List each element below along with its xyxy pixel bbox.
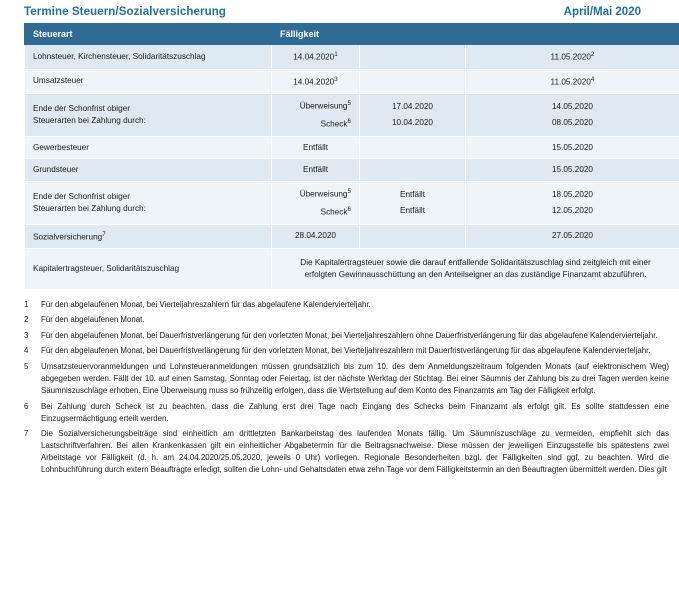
row-spacer	[360, 136, 466, 159]
row-values-mai	[466, 94, 679, 136]
row-label: Umsatzsteuer	[25, 69, 272, 94]
column-header-faelligkeit: Fälligkeit	[272, 24, 679, 45]
footnote-text: Umsatzsteuervoranmeldungen und Lohnsteueranmeldungen müssen grundsätzlich bis zum 10. des dem Anmeldungszeitraum folgenden Monats (auf elektronischem Weg) abgegeben werden. Fällt der 10. auf einen Samstag, Sonntag oder Feiertag, ist der nächste Werktag der Stichtag. Bei einer Säumnis der Zahlung bis zu drei Tagen werden keine Säumniszuschläge erhoben. Eine Überweisung muss so frühzeitig erfolgen, dass die Wertstellung auf dem Konto des Finanzamts am Tag der Fälligkeit erfolgt.	[41, 362, 669, 396]
row-value-april: 28.04.2020	[272, 224, 360, 249]
footnote-marker: 6	[347, 117, 351, 125]
footnote-number: 5	[24, 362, 29, 371]
table-row	[25, 69, 679, 94]
row-payment-method-cell	[272, 94, 360, 136]
row-label: Sozialversicherung$^7$	[25, 224, 272, 249]
row-value-mai: 15.05.2020	[466, 136, 679, 159]
row-value-april: Entfällt	[272, 136, 360, 159]
payment-method-scheck: Scheck$^6$	[320, 205, 351, 217]
row-label: Grundsteuer	[25, 159, 272, 182]
footnote-number: 1	[24, 299, 29, 309]
table-row	[25, 224, 679, 249]
row-payment-method-cell	[272, 182, 360, 224]
footnote-marker: 3	[334, 75, 338, 83]
row-label: Lohnsteuer, Kirchensteuer, Solidaritätszuschlag	[25, 45, 272, 70]
row-label-schonfrist	[25, 94, 272, 136]
row-spacer	[360, 224, 466, 249]
footnote-text: Bei Zahlung durch Scheck ist zu beachten, dass die Zahlung erst drei Tage nach Eingang des Schecks beim Finanzamt als erfolgt gilt. Es sollte stattdessen eine Einzugsermächtigung erteilt werden.	[41, 401, 669, 423]
footnote-text: Für den abgelaufenen Monat.	[41, 315, 145, 325]
row-spacer	[360, 45, 466, 70]
footnote-number: 7	[24, 429, 29, 439]
row-note: Die Kapitalertragsteuer sowie die darauf entfallende Solidaritätszuschlag sind zeitgleich mit einer erfolgten Gewinnausschüttung an den Anteilseigner an das zuständige Finanzamt abzuführen.	[272, 249, 679, 290]
payment-method-ueberweisung: Überweisung$^5$	[299, 100, 351, 111]
column-header-steuerart: Steuerart	[25, 24, 272, 45]
row-value-mai-ueberweisung: 18.05.2020	[552, 190, 593, 200]
row-label-line2: Steuerarten bei Zahlung durch:	[33, 115, 146, 125]
row-value-april-scheck: Entfällt	[399, 205, 426, 215]
row-value-april-scheck: 10.04.2020	[392, 117, 433, 127]
row-value-mai-scheck: 08.05.2020	[552, 117, 593, 127]
table-row	[25, 45, 679, 70]
row-spacer	[360, 159, 466, 182]
period-label: April/Mai 2020	[563, 6, 641, 18]
row-values-april	[360, 94, 466, 136]
footnote-item	[24, 401, 679, 425]
footnote-number: 2	[24, 315, 29, 325]
footnote-marker: 5	[347, 100, 351, 108]
footnote-text: Für den abgelaufenen Monat, bei Dauerfristverlängerung für den vorletzten Monat, bei Vierteljahreszahlern mit Dauerfristverlängerung für das abgelaufene Kalendervierteljahr.	[41, 346, 651, 356]
row-values-april	[360, 182, 466, 224]
footnote-marker: 1	[334, 51, 338, 58]
footnote-item	[24, 330, 679, 342]
row-value-mai: 15.05.2020	[466, 159, 679, 182]
tax-deadlines-table	[24, 23, 679, 290]
row-value-mai-scheck: 12.05.2020	[552, 205, 593, 215]
row-label: Gewerbesteuer	[25, 136, 272, 159]
row-label-line1: Ende der Schonfrist obiger	[33, 103, 130, 113]
row-value-mai-ueberweisung: 14.05.2020	[552, 101, 593, 111]
footnote-text: Für den abgelaufenen Monat, bei Vierteljahreszahlern für das abgelaufene Kalendervierteljahr.	[41, 299, 371, 309]
footnote-number: 4	[24, 346, 29, 356]
footnote-text: Die Sozialversicherungsbeiträge sind einheitlich am drittletzten Bankarbeitstag des laufenden Monats fällig. Um Säumniszuschläge zu vermeiden, empfiehlt sich das Lastschriftverfahren. Bei allen Krankenkassen gilt ein einheitlicher Abgabetermin für die Beitragsnachweise. Diese müssen der jeweiligen Einzugsstelle bis spätestens zwei Arbeitstage vor Fälligkeit (d. h. am 24.04.2020/25.05.2020, jeweils 0 Uhr) vorliegen. Regionale Besonderheiten bzgl. der Fälligkeiten sind ggf. zu beachten. Wird die Lohnbuchführung durch extern Beauftragte erledigt, sollten die Lohn- und Gehaltsdaten etwa zehn Tage vor dem Fälligkeitstermin an den Beauftragten übermittelt werden. Dies gilt	[41, 429, 669, 475]
footnote-item	[24, 428, 679, 476]
row-spacer	[360, 69, 466, 94]
footnote-text: Für den abgelaufenen Monat, bei Dauerfristverlängerung für den vorletzten Monat, bei Vierteljahreszahlern ohne Dauerfristverlängerung für das abgelaufene Kalendervierteljahr.	[41, 330, 658, 340]
footnote-marker: 4	[590, 75, 595, 83]
row-label-line1: Ende der Schonfrist obiger	[33, 192, 130, 202]
row-value-april-ueberweisung: Entfällt	[399, 190, 426, 200]
footnote-number: 6	[24, 401, 29, 411]
footnotes-list	[24, 299, 679, 476]
footnote-number: 3	[24, 330, 29, 340]
footnote-item	[24, 361, 679, 397]
table-row	[25, 94, 679, 136]
footnote-marker: 6	[347, 205, 351, 213]
table-row	[25, 182, 679, 224]
footnote-marker: 7	[102, 230, 106, 238]
page-title: Termine Steuern/Sozialversicherung	[24, 6, 226, 18]
footnote-marker: 5	[347, 188, 351, 196]
row-values-mai	[466, 182, 679, 224]
row-label-line2: Steuerarten bei Zahlung durch:	[33, 203, 146, 213]
table-header-row	[25, 24, 679, 45]
row-value-mai: 27.05.2020	[466, 224, 679, 249]
row-value-april: Entfällt	[272, 159, 360, 182]
row-value-mai: 11.05.2020$^2$	[466, 45, 679, 70]
row-value-april: 14.04.2020$^3$	[272, 69, 360, 94]
payment-method-ueberweisung: Überweisung$^5$	[299, 188, 351, 200]
row-value-april: 14.04.2020$^1$	[272, 45, 360, 70]
footnote-item	[24, 314, 679, 326]
row-label-schonfrist	[25, 182, 272, 224]
table-row	[25, 136, 679, 159]
table-row	[25, 249, 679, 290]
row-value-mai: 11.05.2020$^4$	[466, 69, 679, 94]
footnote-marker: 2	[590, 51, 595, 58]
row-value-april-ueberweisung: 17.04.2020	[392, 101, 433, 111]
document-header	[12, 6, 667, 23]
table-row	[25, 159, 679, 182]
payment-method-scheck: Scheck$^6$	[320, 117, 351, 129]
footnote-item	[24, 299, 679, 311]
footnote-item	[24, 345, 679, 357]
row-label: Kapitalertragsteuer, Solidaritätszuschlag	[25, 249, 272, 290]
